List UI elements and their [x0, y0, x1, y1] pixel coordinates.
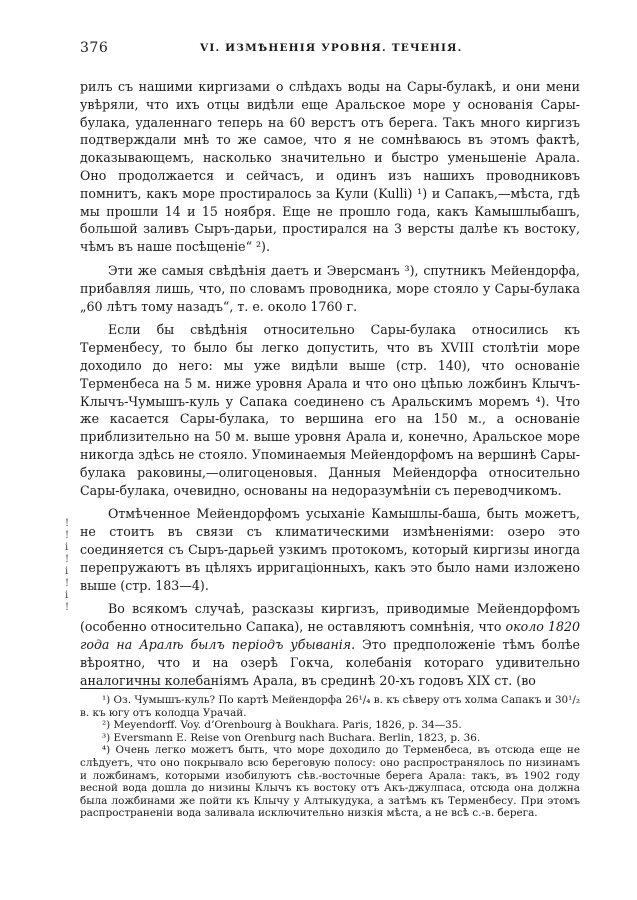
paragraph [80, 505, 580, 594]
paragraph [80, 321, 580, 499]
margin-mark: ! [65, 602, 70, 613]
italic-emphasis: около 1820 года на Аралѣ былъ періодъ убыванія. [80, 619, 581, 652]
paragraph-text: Эти же самыя свѣдѣнія даетъ и Эверсманъ ³), спутникъ Мейендорфа, прибавляя лишь, что, по словамъ проводника, море стояло у Сары-булака „60 лѣтъ тому назадъ“, т. е. около 1760 г. [80, 262, 580, 314]
margin-mark: ! [65, 578, 70, 589]
paragraph-text: Если бы свѣдѣнія относительно Сары-булака относились къ Терменбесу, то было бы легко допустить, что въ XVIII столѣтіи море доходило до него: мы уже видѣли выше (стр. 140), что основаніе Терменбеса на 5 м. ниже уровня Арала и что оно цѣпью ложбинъ Клычъ-Клычъ-Чумышъ-куль у Сапака соединено съ Аральскимъ моремъ ⁴). Что же касается Сары-булака, то вершина его на 150 м., а основаніе приблизительно на 50 м. выше уровня Арала и, конечно, Аральское море никогда здѣсь не стояло. Упоминаемыя Мейендорфомъ на вершинѣ Сары-булака раковины,—олигоценовыя. Данныя Мейендорфа относительно Сары-булака, очевидно, основаны на недоразумѣніи съ переводчикомъ. [80, 322, 580, 498]
page-header [80, 40, 580, 58]
running-head: VI. ИЗМѢНЕНІЯ УРОВНЯ. ТЕЧЕНІЯ. [200, 42, 463, 54]
footnote: ³) Eversmann E. Reise von Orenburg nach Buchara. Berlin, 1823, p. 36. [102, 731, 481, 744]
margin-mark: ! [65, 518, 70, 529]
margin-mark: i [65, 590, 69, 601]
paragraph-text: Во всякомъ случаѣ, разсказы киргизъ, приводимые Мейендорфомъ (особенно относительно Сапака), не оставляютъ сомнѣнія, что [80, 601, 580, 635]
paragraph [80, 262, 580, 315]
paragraph-text: рилъ съ нашими киргизами о слѣдахъ воды на Сары-булакѣ, и они мени увѣряли, что ихъ отцы видѣли еще Аральское море у основанія Сары-булака, удаленнаго теперь на 60 верстъ отъ берега. Такъ много киргизъ подтверждали мнѣ то же самое, что я не сомнѣваюсь въ этомъ фактѣ, доказывающемъ, насколько значительно и быстро уменьшеніе Арала. Оно продолжается и сейчасъ, и одинъ изъ нашихъ проводниковъ помнитъ, какъ море простиралось за Кули (Kulli) ¹) и Сапакъ,—мѣста, гдѣ мы прошли 14 и 15 ноября. Еще не прошло года, какъ Камышлыбашъ, большой заливъ Сыръ-дарьи, простирался на 3 версты далѣе къ востоку, чѣмъ въ наше посѣщеніе“ ²). [80, 79, 580, 255]
page-number: 376 [80, 40, 109, 56]
paragraph-text: Отмѣченное Мейендорфомъ усыханіе Камышлы-баша, быть можетъ, не стоитъ въ связи съ климатическими измѣненіями: озеро это соединяется съ Сыръ-дарьей узкимъ протокомъ, который киргизы иногда перепружаютъ въ цѣляхъ ирригаціонныхъ, какъ это было нами изложено выше (стр. 183—4). [80, 506, 580, 593]
footnotes [80, 694, 580, 820]
footnote: ⁴) Очень легко можетъ быть, что море доходило до Терменбеса, въ отсюда еще не слѣдуетъ, что оно покрывало всю береговую полосу: оно распространялось по низинамъ и ложбинамъ, которыми изобилуютъ сѣв.-восточные берега Арала: такъ, въ 1902 году весной вода дошла до низины Клычъ къ востоку отъ Акъ-джулпаса, отсюда она должна была ложбинами же пойти къ Клычу у Алтыкудука, а затѣмъ къ Терменбесу. При этомъ распространеніи вода заливала исключительно низкія мѣста, а не всѣ с.-в. берега. [80, 744, 580, 820]
margin-mark: i [65, 542, 69, 553]
footnote-separator [80, 688, 212, 689]
paragraph [80, 78, 580, 256]
paragraph-text: Это предположеніе тѣмъ болѣе вѣроятно, что и на озерѣ Гокча, колебанія котораго удивительно аналогичны колебаніямъ Арала, въ срединѣ 20-хъ годовъ XIX ст. (во [80, 636, 580, 688]
body-text [80, 78, 580, 689]
paragraph [80, 600, 580, 689]
footnote: ¹) Оз. Чумышъ-куль? По картѣ Мейендорфа 26¹/₄ в. къ сѣверу отъ холма Сапакъ и 30¹/₂ в. къ югу отъ колодца Урачай. [80, 694, 580, 719]
margin-marks [65, 518, 73, 614]
margin-mark: ! [65, 530, 70, 541]
margin-mark: i [65, 566, 69, 577]
margin-mark: ! [65, 554, 70, 565]
footnote: ²) Meyendorff. Voy. d’Orenbourg à Boukhara. Paris, 1826, p. 34—35. [102, 719, 462, 732]
